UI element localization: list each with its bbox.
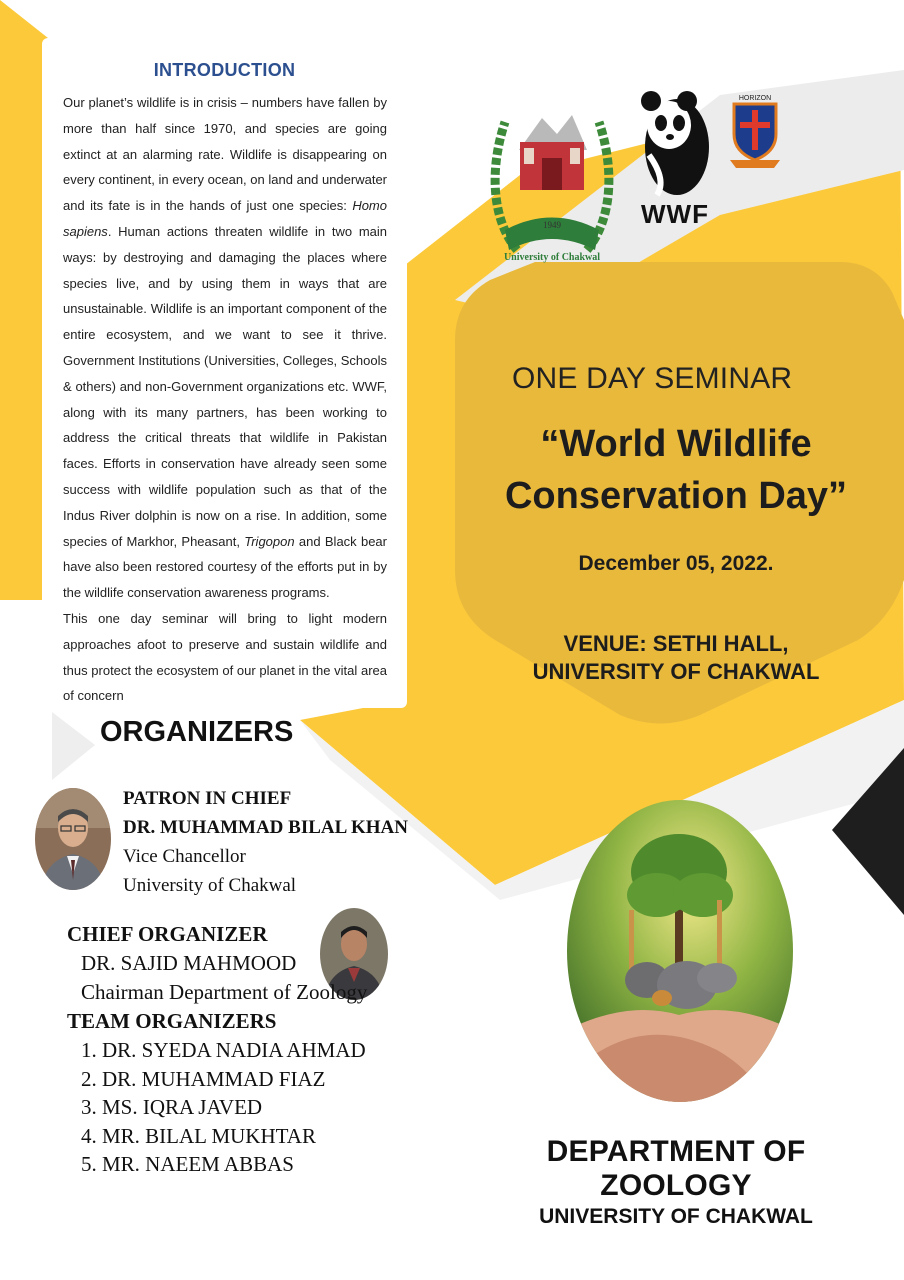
university-of-chakwal-logo <box>487 100 617 270</box>
introduction-paragraph-1 <box>63 90 387 606</box>
introduction-text <box>63 90 387 709</box>
intro-text-part: and Black bear have also been restored courtesy of the efforts put in by the wildlife conservation awareness programs. <box>63 533 387 601</box>
team-organizers-list <box>67 1036 367 1179</box>
university-logo-year: 1949 <box>543 220 561 230</box>
wwf-wordmark: WWF <box>641 199 709 229</box>
seminar-date: December 05, 2022. <box>578 552 774 575</box>
team-member: 5. MR. NAEEM ABBAS <box>81 1152 294 1176</box>
team-member: 2. DR. MUHAMMAD FIAZ <box>81 1066 326 1091</box>
left-yellow-band <box>0 0 48 600</box>
patron-name: DR. MUHAMMAD BILAL KHAN <box>123 817 408 838</box>
patron-title: Vice Chancellor <box>123 846 246 867</box>
intro-text-part: Our planet’s wildlife is in crisis – numbers have fallen by more than half since 1970, and species are going extinct at an alarming rate. Wildlife is disappearing on every continent, in every ocean, on land and underwater and its fate is in the hands of just one species: <box>63 95 387 214</box>
intro-text-part: . Human actions threaten wildlife in two main ways: by destroying and damaging the places where species live, and by using them in ways that are unsustainable. Wildlife is an important component of the entire ecosystem, and we want to see it thrive. Government Institutions (Universities, Colleges, Schools & others) and non-Government organizations etc. WWF, along with its many partners, has been working to address the critical threats that wildlife in Pakistan faces. Efforts in conservation have already seen some success with wildlife population such as that of the Indus River dolphin is now on a rise. In addition, some species of Markhor, Pheasant, <box>63 223 387 549</box>
seminar-title <box>460 418 892 522</box>
team-member: 4. MR. BILAL MUKHTAR <box>81 1123 316 1148</box>
seminar-venue <box>460 630 892 686</box>
university-logo-text: University of Chakwal <box>503 252 601 263</box>
organizers-heading: ORGANIZERS <box>100 716 294 748</box>
patron-in-chief-block <box>123 784 408 900</box>
team-organizers-heading: TEAM ORGANIZERS <box>67 1009 277 1033</box>
intro-italic-species: Trigopon <box>244 533 295 549</box>
chief-title: Chairman Department of Zoology <box>81 980 368 1004</box>
white-play-triangle <box>52 712 95 780</box>
horizon-logo-text: HORIZON <box>738 95 772 102</box>
seminar-title-line-1: “World Wildlife <box>540 423 812 465</box>
horizon-shield-logo <box>726 92 784 170</box>
wildlife-conservation-image <box>567 800 793 1102</box>
patron-photo <box>35 788 111 890</box>
wwf-logo <box>637 85 713 230</box>
department-university: UNIVERSITY OF CHAKWAL <box>539 1205 813 1228</box>
department-footer <box>470 1135 882 1229</box>
seminar-title-line-2: Conservation Day” <box>504 475 848 517</box>
panda-icon <box>637 85 713 197</box>
introduction-card <box>42 38 407 708</box>
venue-line-1: VENUE: SETHI HALL, <box>563 631 789 656</box>
chief-organizer-block <box>67 920 367 1179</box>
patron-organization: University of Chakwal <box>123 875 297 896</box>
seminar-label: ONE DAY SEMINAR <box>512 362 793 395</box>
venue-line-2: UNIVERSITY OF CHAKWAL <box>532 659 820 684</box>
patron-role: PATRON IN CHIEF <box>123 788 292 809</box>
introduction-title: INTRODUCTION <box>153 60 296 80</box>
intro-italic-species: Homo sapiens <box>63 198 387 239</box>
team-member: 3. MS. IQRA JAVED <box>81 1095 263 1119</box>
department-name: DEPARTMENT OF ZOOLOGY <box>546 1135 806 1202</box>
team-member: 1. DR. SYEDA NADIA AHMAD <box>81 1038 366 1062</box>
chief-name: DR. SAJID MAHMOOD <box>81 951 297 975</box>
chief-role: CHIEF ORGANIZER <box>67 922 268 946</box>
introduction-paragraph-2: This one day seminar will bring to light modern approaches afoot to preserve and sustain wildlife and thus protect the ecosystem of our planet in the vital area of concern <box>63 610 387 704</box>
